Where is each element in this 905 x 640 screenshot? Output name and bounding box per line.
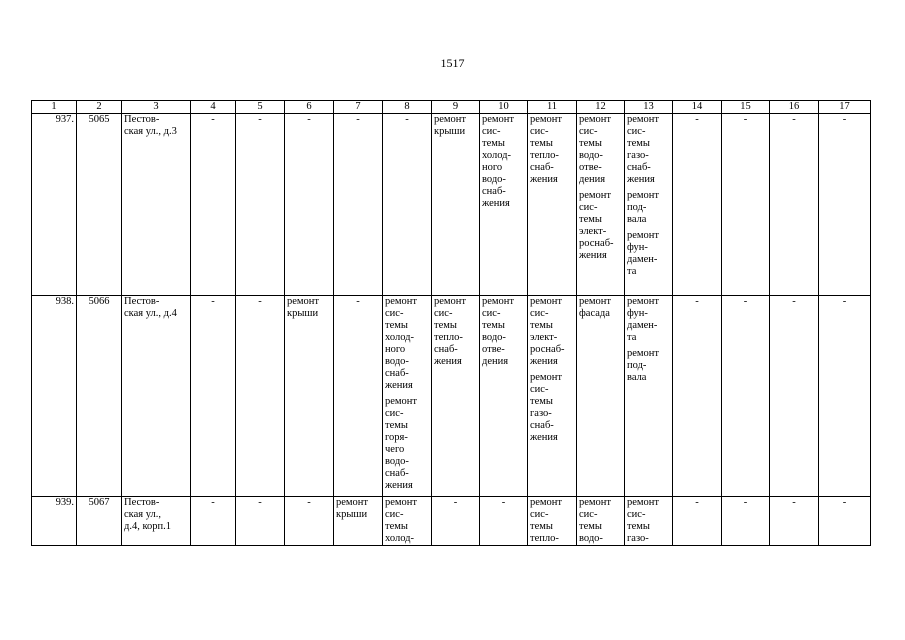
- dash-mark: -: [356, 296, 360, 307]
- column-header-8: 8: [383, 101, 432, 114]
- column-header-10: 10: [480, 101, 528, 114]
- work-item: ремонт крыши: [336, 497, 369, 520]
- work-cell-col-10: [480, 114, 528, 296]
- work-cell-col-7: [334, 497, 383, 546]
- work-item: ремонт фасада: [579, 296, 612, 319]
- work-cell-col-13: [625, 114, 673, 296]
- work-cell-col-8: [383, 296, 432, 497]
- table-row: [32, 497, 871, 546]
- work-cell-col-5: [236, 296, 285, 497]
- object-code-cell: 5065: [77, 114, 122, 296]
- dash-mark: -: [211, 296, 215, 307]
- table-row: [32, 114, 871, 296]
- work-cell-col-12: [577, 497, 625, 546]
- column-header-6: 6: [285, 101, 334, 114]
- dash-mark: -: [743, 497, 748, 508]
- address-cell: Пестов- ская ул., д.4: [122, 296, 191, 497]
- work-cell-col-7: [334, 296, 383, 497]
- dash-mark: -: [258, 497, 262, 508]
- column-header-5: 5: [236, 101, 285, 114]
- column-header-14: 14: [673, 101, 722, 114]
- work-item: ремонт сис- темы тепло- снаб- жения: [434, 296, 467, 367]
- column-header-3: 3: [122, 101, 191, 114]
- dash-mark: -: [842, 296, 847, 307]
- work-item: ремонт сис- темы холод-: [385, 497, 418, 544]
- work-cell-col-6: [285, 114, 334, 296]
- work-cell-col-12: [577, 296, 625, 497]
- work-cell-col-7: [334, 114, 383, 296]
- work-item: ремонт под- вала: [627, 190, 660, 225]
- dash-mark: -: [501, 497, 506, 508]
- work-item: ремонт сис- темы водо- отве- дения: [482, 296, 515, 367]
- work-cell-col-15: [722, 114, 770, 296]
- work-cell-col-10: [480, 296, 528, 497]
- work-item: ремонт сис- темы тепло-: [530, 497, 563, 544]
- work-cell-col-8: [383, 497, 432, 546]
- object-code-cell: 5067: [77, 497, 122, 546]
- row-number-cell: 937.: [32, 114, 77, 296]
- work-item: ремонт сис- темы элект- роснаб- жения: [530, 296, 565, 367]
- column-header-2: 2: [77, 101, 122, 114]
- work-item: ремонт сис- темы водо- отве- дения: [579, 114, 612, 185]
- dash-mark: -: [792, 296, 796, 307]
- column-header-7: 7: [334, 101, 383, 114]
- work-item: ремонт сис- темы холод- ного водо- снаб- жения: [385, 296, 418, 391]
- row-number-cell: 938.: [32, 296, 77, 497]
- work-cell-col-14: [673, 296, 722, 497]
- work-item: ремонт сис- темы холод- ного водо- снаб- жения: [482, 114, 515, 209]
- work-cell-col-17: [819, 497, 871, 546]
- dash-mark: -: [695, 114, 699, 125]
- work-cell-col-17: [819, 114, 871, 296]
- column-header-12: 12: [577, 101, 625, 114]
- work-cell-col-11: [528, 296, 577, 497]
- work-cell-col-6: [285, 497, 334, 546]
- dash-mark: -: [842, 497, 847, 508]
- work-item: ремонт крыши: [287, 296, 320, 319]
- work-item: ремонт сис- темы газо- снаб- жения: [530, 372, 563, 443]
- work-item: ремонт фун- дамен- та: [627, 230, 660, 277]
- work-cell-col-4: [191, 497, 236, 546]
- dash-mark: -: [453, 497, 458, 508]
- dash-mark: -: [307, 114, 311, 125]
- repair-schedule-table: [31, 100, 871, 546]
- dash-mark: -: [792, 497, 796, 508]
- work-item: ремонт сис- темы газо- снаб- жения: [627, 114, 660, 185]
- dash-mark: -: [695, 296, 699, 307]
- work-cell-col-17: [819, 296, 871, 497]
- column-header-16: 16: [770, 101, 819, 114]
- column-header-9: 9: [432, 101, 480, 114]
- address-cell: Пестов- ская ул., д.4, корп.1: [122, 497, 191, 546]
- work-cell-col-16: [770, 114, 819, 296]
- work-cell-col-12: [577, 114, 625, 296]
- dash-mark: -: [258, 296, 262, 307]
- work-cell-col-11: [528, 497, 577, 546]
- work-cell-col-10: [480, 497, 528, 546]
- work-cell-col-5: [236, 497, 285, 546]
- work-item: ремонт сис- темы водо-: [579, 497, 612, 544]
- column-header-1: 1: [32, 101, 77, 114]
- column-header-13: 13: [625, 101, 673, 114]
- dash-mark: -: [743, 296, 748, 307]
- work-item: ремонт под- вала: [627, 348, 660, 383]
- work-cell-col-14: [673, 114, 722, 296]
- table-body: [32, 114, 871, 546]
- dash-mark: -: [792, 114, 796, 125]
- dash-mark: -: [695, 497, 699, 508]
- dash-mark: -: [842, 114, 847, 125]
- table-row: [32, 296, 871, 497]
- work-cell-col-16: [770, 296, 819, 497]
- work-cell-col-9: [432, 114, 480, 296]
- dash-mark: -: [258, 114, 262, 125]
- work-item: ремонт сис- темы газо-: [627, 497, 660, 544]
- dash-mark: -: [307, 497, 311, 508]
- work-item: ремонт сис- темы горя- чего водо- снаб- жения: [385, 396, 418, 491]
- work-cell-col-9: [432, 296, 480, 497]
- dash-mark: -: [211, 497, 215, 508]
- column-header-17: 17: [819, 101, 871, 114]
- work-cell-col-8: [383, 114, 432, 296]
- dash-mark: -: [211, 114, 215, 125]
- column-number-row: [32, 101, 871, 114]
- work-cell-col-11: [528, 114, 577, 296]
- work-cell-col-13: [625, 296, 673, 497]
- work-item: ремонт сис- темы элект- роснаб- жения: [579, 190, 614, 261]
- dash-mark: -: [743, 114, 748, 125]
- row-number-cell: 939.: [32, 497, 77, 546]
- dash-mark: -: [356, 114, 360, 125]
- dash-mark: -: [405, 114, 409, 125]
- column-header-11: 11: [528, 101, 577, 114]
- work-cell-col-9: [432, 497, 480, 546]
- column-header-4: 4: [191, 101, 236, 114]
- work-cell-col-4: [191, 296, 236, 497]
- address-cell: Пестов- ская ул., д.3: [122, 114, 191, 296]
- work-cell-col-6: [285, 296, 334, 497]
- object-code-cell: 5066: [77, 296, 122, 497]
- work-cell-col-5: [236, 114, 285, 296]
- work-cell-col-16: [770, 497, 819, 546]
- work-cell-col-13: [625, 497, 673, 546]
- work-cell-col-4: [191, 114, 236, 296]
- work-item: ремонт фун- дамен- та: [627, 296, 660, 343]
- work-item: ремонт сис- темы тепло- снаб- жения: [530, 114, 563, 185]
- work-cell-col-15: [722, 296, 770, 497]
- work-cell-col-14: [673, 497, 722, 546]
- work-item: ремонт крыши: [434, 114, 467, 137]
- page-number: 1517: [440, 56, 465, 70]
- column-header-15: 15: [722, 101, 770, 114]
- work-cell-col-15: [722, 497, 770, 546]
